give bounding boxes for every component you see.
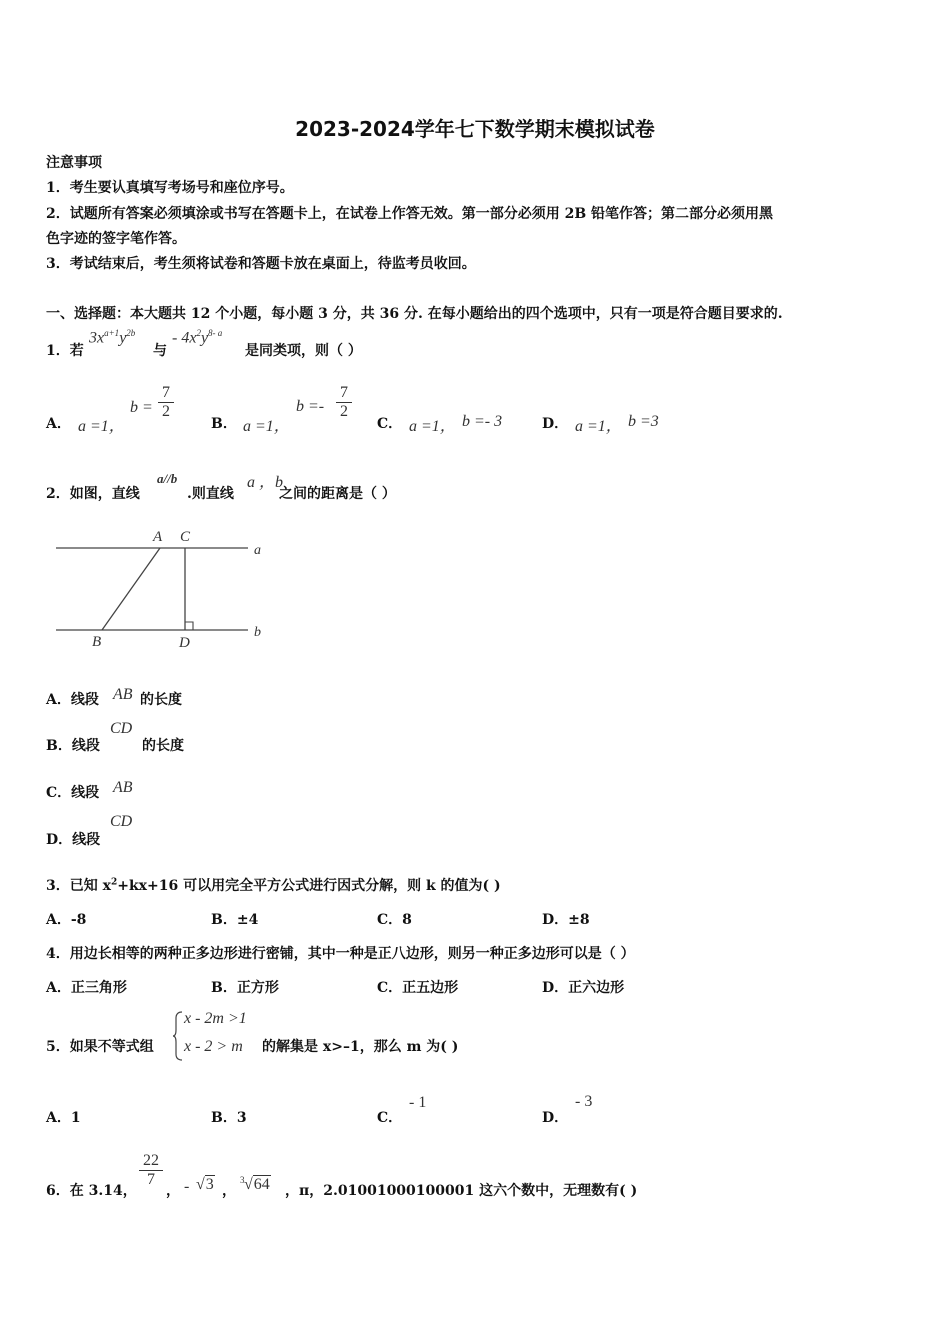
q2-vars: a ，b (247, 474, 284, 491)
q3-stem: 3．已知 $x^2+kx+16$ 可以用完全平方公式进行因式分解，则 k 的值为( ) (46, 877, 501, 894)
label-d-point: D (179, 635, 190, 651)
q3-option-a[interactable]: A．-8 (46, 912, 87, 928)
q6-sqrt: √3 (196, 1176, 214, 1193)
q6-negative-sign: - (184, 1178, 190, 1195)
label-c-point: C (180, 529, 191, 545)
q6-prefix: 6．在 3.14， (46, 1183, 137, 1199)
label-line-b: b (254, 625, 261, 640)
q3-option-c[interactable]: C．8 (377, 912, 412, 928)
q4-option-c[interactable]: C．正五边形 (377, 980, 459, 996)
section-heading: 一、选择题：本大题共 12 个小题，每小题 3 分，共 36 分. 在每小题给出的四个选项中，只有一项是符合题目要求的. (46, 306, 783, 322)
q4-option-d[interactable]: D．正六边形 (542, 980, 625, 996)
label-line-a: a (254, 543, 261, 558)
fraction: $\frac{7}{2}$ (158, 384, 174, 421)
notice-heading: 注意事项 (46, 155, 102, 171)
q4-option-b[interactable]: B．正方形 (211, 980, 279, 996)
q5-prefix: 5．如果不等式组 (46, 1039, 154, 1055)
q4-stem: 4．用边长相等的两种正多边形进行密铺，其中一种是正八边形，则另一种正多边形可以是（ ） (46, 946, 635, 962)
q3-option-d[interactable]: D．±8 (542, 912, 590, 928)
q1-term2: - $4x^2y^{8- a}$ (172, 328, 223, 347)
q6-fraction: $\frac{22}{7}$ (139, 1152, 163, 1189)
label-b-point: B (92, 634, 102, 650)
fraction: $\frac{7}{2}$ (336, 384, 352, 421)
q6-cbrt: √64 (244, 1176, 270, 1193)
q1-suffix: 是同类项，则（ ） (245, 343, 362, 359)
q3-option-b[interactable]: B．±4 (211, 912, 259, 928)
page-title: 2023-2024学年七下数学期末模拟试卷 (295, 117, 655, 141)
q2-prefix: 2．如图，直线 (46, 486, 140, 502)
notice-item-2: 2．试题所有答案必须填涂或书写在答题卡上，在试卷上作答无效。第一部分必须用 2B 铅笔作答；第二部分必须用黑 (46, 206, 774, 222)
label-a-point: A (153, 529, 163, 545)
q5-suffix: 的解集是 x>–1，那么 m 为( ) (262, 1039, 459, 1055)
q2-condition: a//b (157, 471, 178, 486)
q5-ineq-1: x - 2m >1 (184, 1010, 247, 1027)
q4-option-a[interactable]: A．正三角形 (46, 980, 127, 996)
q2-suffix: 之间的距离是（ ） (279, 486, 396, 502)
parallel-lines-figure (50, 522, 280, 654)
notice-item-3: 3．考试结束后，考生须将试卷和答题卡放在桌面上，待监考员收回。 (46, 256, 476, 272)
q5-ineq-2: x - 2 > m (184, 1038, 243, 1055)
segment-ab (102, 548, 160, 630)
q6-separator: ， (166, 1183, 180, 1199)
q1-prefix: 1．若 (46, 343, 84, 359)
q6-separator: ， (222, 1183, 236, 1199)
q1-mid: 与 (153, 343, 167, 359)
notice-item-1: 1．考生要认真填写考场号和座位序号。 (46, 180, 294, 196)
right-angle-mark (185, 622, 193, 630)
notice-item-2-cont: 色字迹的签字笔作答。 (46, 231, 186, 247)
q6-suffix: ，π，2.01001000100001 这六个数中，无理数有( ) (285, 1183, 638, 1199)
q1-term1: $3x^{a+1}y^{2b}$ (89, 328, 136, 347)
q2-mid: .则直线 (187, 486, 234, 502)
q6-cbrt-index: 3 (240, 1175, 245, 1185)
system-brace (172, 1010, 184, 1062)
